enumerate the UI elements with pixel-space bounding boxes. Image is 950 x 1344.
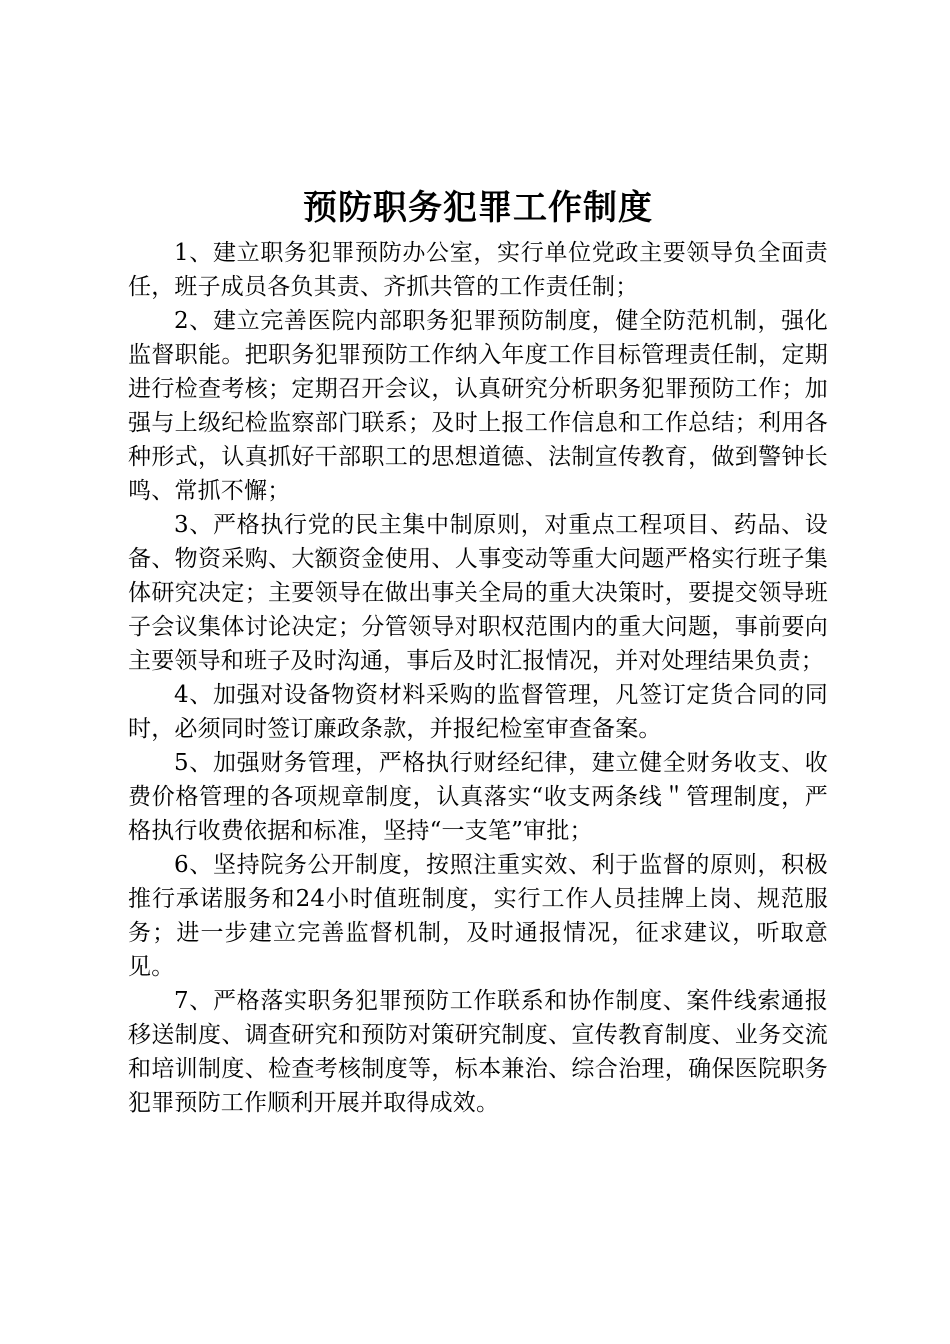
paragraph-1: 1、建立职务犯罪预防办公室，实行单位党政主要领导负全面责任，班子成员各负其责、齐抓共管的工作责任制； [128, 240, 828, 300]
document-body [128, 236, 828, 1120]
paragraph-3: 3、严格执行党的民主集中制原则，对重点工程项目、药品、设备、物资采购、大额资金使用、人事变动等重大问题严格实行班子集体研究决定；主要领导在做出事关全局的重大决策时，要提交领导班子会议集体讨论决定；分管领导对职权范围内的重大问题，事前要向主要领导和班子及时沟通，事后及时汇报情况，并对处理结果负责； [128, 512, 828, 674]
paragraph-7: 7、严格落实职务犯罪预防工作联系和协作制度、案件线索通报移送制度、调查研究和预防对策研究制度、宣传教育制度、业务交流和培训制度、检查考核制度等，标本兼治、综合治理，确保医院职务犯罪预防工作顺利开展并取得成效。 [128, 988, 828, 1116]
paragraph-4: 4、加强对设备物资材料采购的监督管理，凡签订定货合同的同时，必须同时签订廉政条款，并报纪检室审查备案。 [128, 682, 828, 742]
paragraph-6: 6、坚持院务公开制度，按照注重实效、利于监督的原则，积极推行承诺服务和24小时值班制度，实行工作人员挂牌上岗、规范服务；进一步建立完善监督机制，及时通报情况，征求建议，听取意见。 [128, 852, 828, 980]
paragraph-5: 5、加强财务管理，严格执行财经纪律，建立健全财务收支、收费价格管理的各项规章制度，认真落实“收支两条线＂管理制度，严格执行收费依据和标准，坚持“一支笔”审批； [128, 750, 828, 844]
paragraph-2: 2、建立完善医院内部职务犯罪预防制度，健全防范机制，强化监督职能。把职务犯罪预防工作纳入年度工作目标管理责任制，定期进行检查考核；定期召开会议，认真研究分析职务犯罪预防工作；加强与上级纪检监察部门联系；及时上报工作信息和工作总结；利用各种形式，认真抓好干部职工的思想道德、法制宣传教育，做到警钟长鸣、常抓不懈； [128, 308, 828, 504]
document-title: 预防职务犯罪工作制度 [303, 188, 653, 228]
